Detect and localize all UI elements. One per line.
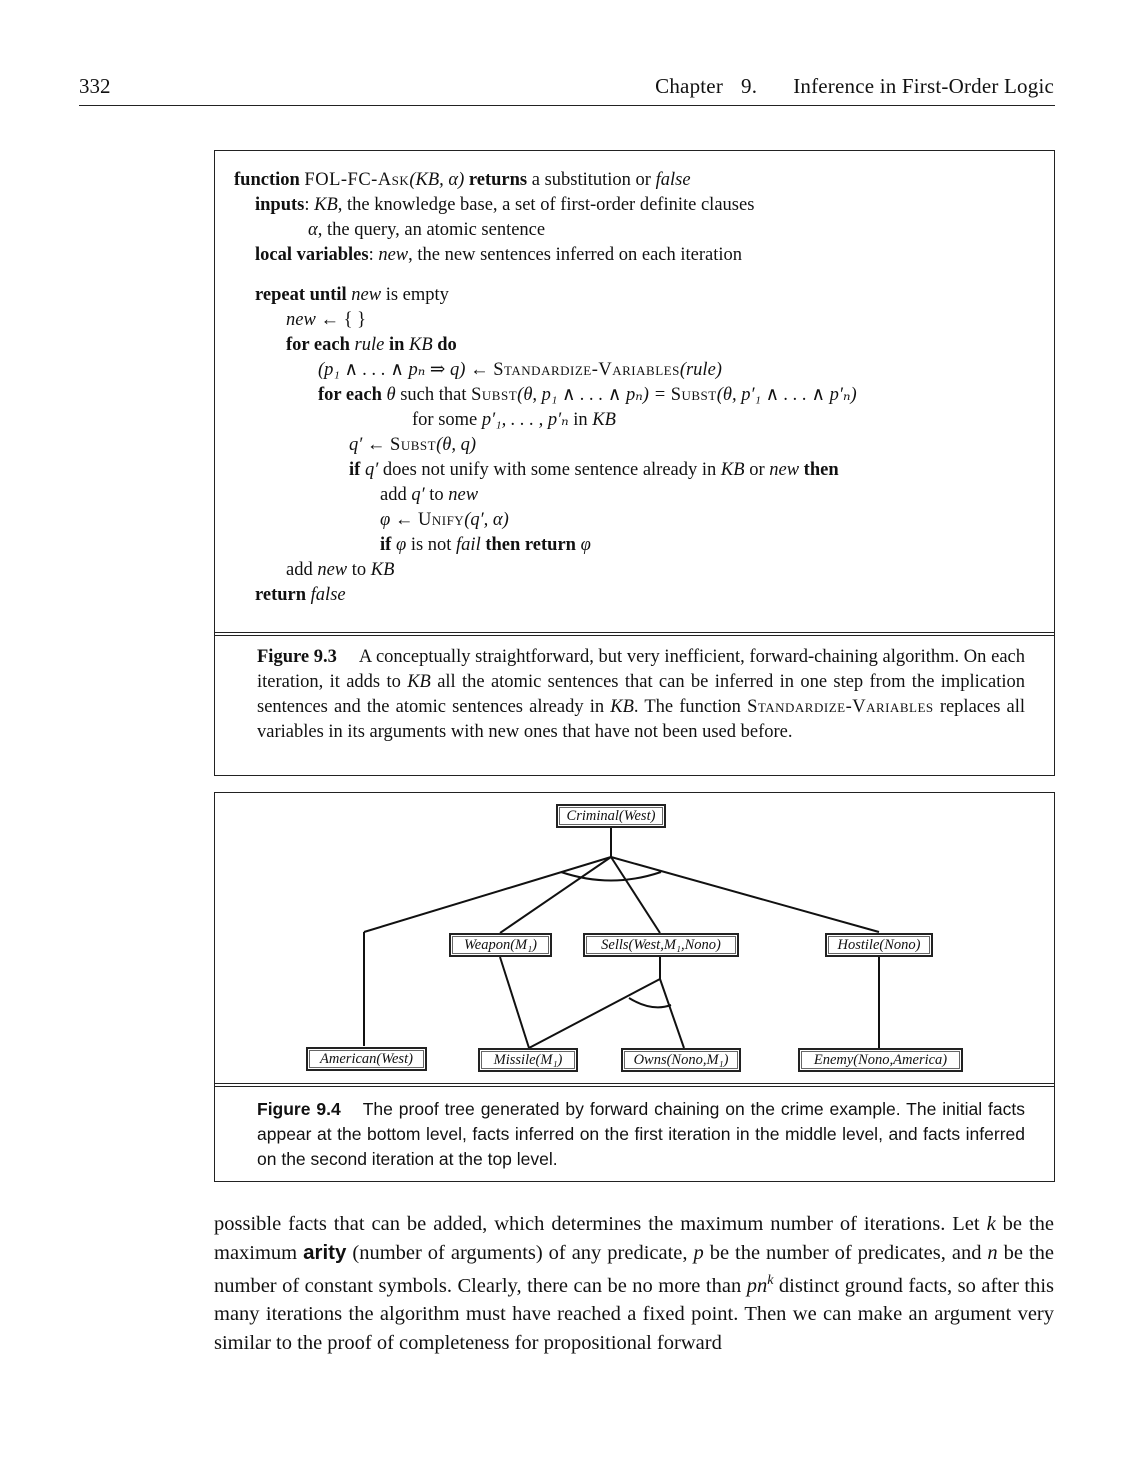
kw-in: in	[388, 335, 405, 355]
kw-then: then	[803, 460, 839, 480]
caption-text: . The function	[633, 697, 741, 717]
code-line-phi	[234, 508, 857, 533]
node-criminal-west: Criminal(West)	[556, 804, 666, 828]
kw-inputs: inputs	[255, 195, 305, 215]
input-alpha-desc: , the query, an atomic sentence	[317, 220, 546, 240]
kw-then-return: then return	[485, 535, 576, 555]
caption-divider	[215, 1083, 1054, 1087]
kw-do: do	[437, 335, 457, 355]
code-line-for-theta	[234, 383, 857, 408]
std-arg: (rule)	[679, 360, 722, 380]
and-arc-criminal	[561, 872, 661, 881]
chapter-word: Chapter	[655, 74, 724, 98]
var-kb: KB	[610, 697, 634, 717]
add-word: add	[380, 485, 407, 505]
assign-arrow: ←	[394, 510, 414, 530]
body-text: be the number of predicates, and	[709, 1241, 982, 1264]
var-phi: φ	[580, 535, 591, 555]
var-alpha: α	[308, 220, 318, 240]
in-word: in	[573, 410, 588, 430]
var-q-prime: q′	[411, 485, 425, 505]
var-new: new	[351, 285, 382, 305]
var-q-prime: q′	[349, 435, 363, 455]
fn-subst: Subst	[670, 385, 717, 405]
local-desc: , the new sentences inferred on each iteration	[408, 245, 743, 265]
figure-9-4-caption	[257, 1097, 1025, 1172]
chapter-number: 9.	[741, 74, 758, 98]
fn-subst: Subst	[471, 385, 518, 405]
returns-text: a substitution or	[531, 170, 651, 190]
header-rule	[79, 105, 1055, 106]
body-text: be the number of constant symbols. Clearly, there can be no more than	[214, 1241, 1055, 1297]
not-unify: does not unify with some sentence already in	[382, 460, 717, 480]
var-kb: KB	[720, 460, 745, 480]
var-new: new	[378, 245, 409, 265]
code-line-q-prime	[234, 433, 857, 458]
code-line-input-alpha	[234, 218, 857, 243]
input-kb-desc: , the knowledge base, a set of first-order definite clauses	[337, 195, 755, 215]
fn-standardize: Standardize-Variables	[747, 697, 934, 717]
var-kb: KB	[407, 672, 431, 692]
var-new: new	[769, 460, 800, 480]
chapter-title: Inference in First-Order Logic	[793, 74, 1054, 98]
var-new: new	[317, 560, 348, 580]
edge-sells-owns	[660, 979, 684, 1048]
node-weapon-m1: Weapon(M₁)	[449, 933, 552, 957]
body-text: be the maximum	[214, 1213, 1055, 1264]
caption-text: replaces all variables in its arguments with new ones that have not been used before.	[257, 697, 1026, 742]
edge-sells-missile	[529, 979, 660, 1048]
kw-returns: returns	[468, 170, 528, 190]
var-new: new	[286, 310, 316, 330]
assign-arrow: ←	[320, 310, 339, 330]
is-not: is not	[410, 535, 452, 555]
body-text: possible facts that can be added, which determines the maximum number of iterations. Let	[214, 1213, 980, 1235]
code-line-repeat	[234, 283, 857, 308]
unify-args: (q′, α)	[464, 510, 509, 530]
edge-criminal-american	[364, 857, 611, 932]
edge-criminal-weapon	[500, 857, 611, 933]
kw-return: return	[255, 585, 307, 605]
node-enemy-nono-america: Enemy(Nono,America)	[798, 1048, 963, 1072]
caption-text: The proof tree generated by forward chaining on the crime example. The initial facts appear at the bottom level, facts inferred on the first iteration in the middle level, and facts inferred on the second iteration at the top level.	[257, 1099, 1026, 1169]
var-q-prime: q′	[364, 460, 379, 480]
false-word: false	[310, 585, 346, 605]
for-some: for some	[412, 410, 478, 430]
var-theta: θ	[386, 385, 396, 405]
code-line-new-assign	[234, 308, 857, 333]
var-kb: KB	[592, 410, 616, 430]
subst-rhs: (θ, p′₁ ∧ . . . ∧ p′ₙ)	[716, 385, 857, 405]
var-kb: KB	[370, 560, 395, 580]
false-word: false	[655, 170, 691, 190]
var-kb: KB	[314, 195, 338, 215]
caption-text: A conceptually straightforward, but very inefficient, forward-chaining algorithm. On each iteration, it adds to	[257, 647, 1025, 692]
subst-lhs: (θ, p₁ ∧ . . . ∧ pₙ) =	[517, 385, 671, 405]
edge-weapon-missile	[500, 957, 529, 1048]
fn-subst: Subst	[390, 435, 437, 455]
var-kb: KB	[409, 335, 433, 355]
node-owns-nono-m1: Owns(Nono,M₁)	[621, 1048, 741, 1072]
node-american-west: American(West)	[306, 1047, 427, 1071]
fail-word: fail	[456, 535, 481, 555]
fn-unify: Unify	[418, 510, 465, 530]
code-line-for-some	[234, 408, 857, 433]
algorithm-pseudocode	[234, 168, 857, 608]
var-n: n	[987, 1241, 998, 1264]
kw-repeat-until: repeat until	[255, 285, 347, 305]
code-line-standardize	[234, 358, 857, 383]
node-sells-west-m1-nono: Sells(West,M₁,Nono)	[583, 933, 739, 957]
to-word: to	[351, 560, 367, 580]
var-phi: φ	[380, 510, 391, 530]
body-text: (number of arguments) of any predicate,	[352, 1241, 688, 1264]
p-primes: p′₁, . . . , p′ₙ	[481, 410, 569, 430]
assign-arrow: ←	[470, 360, 489, 380]
code-line-inputs: inputs: KB, the knowledge base, a set of first-order definite clauses	[255, 195, 755, 215]
caption-text: all the atomic sentences that can be inferred in one step from the implication sentences and the atomic sentences already in	[257, 672, 1026, 717]
figure-9-3-caption	[257, 645, 1025, 745]
figure-label: Figure 9.3	[257, 647, 337, 667]
code-line-add-q	[234, 483, 857, 508]
node-hostile-nono: Hostile(Nono)	[825, 933, 933, 957]
node-missile-m1: Missile(M₁)	[478, 1048, 578, 1072]
code-line-if-fail	[234, 533, 857, 558]
caption-divider	[215, 632, 1054, 636]
code-line-for-rule	[234, 333, 857, 358]
exp-k: k	[767, 1273, 774, 1288]
assign-arrow: ←	[366, 435, 386, 455]
body-text: distinct ground facts, so after this many iterations the algorithm must have reached a fixed point. Then we can make an argument very similar to the proof of completeness for propositional forward	[214, 1274, 1055, 1354]
var-p: p	[693, 1241, 704, 1264]
var-k: k	[986, 1213, 996, 1235]
subst-q: (θ, q)	[436, 435, 476, 455]
kw-for-each: for each	[286, 335, 350, 355]
empty-set: { }	[343, 310, 366, 330]
code-line-add-new	[234, 558, 857, 583]
is-empty: is empty	[385, 285, 449, 305]
figure-label: Figure 9.4	[257, 1099, 341, 1119]
kw-function: function	[234, 170, 300, 190]
fn-name: FOL-FC-Ask	[304, 170, 410, 190]
algorithm-figure	[214, 150, 1055, 776]
kw-if: if	[349, 460, 361, 480]
such-that: such that	[400, 385, 467, 405]
fn-args: (KB, α)	[409, 170, 465, 190]
var-new: new	[448, 485, 479, 505]
var-pn: pn	[746, 1274, 768, 1297]
var-phi: φ	[395, 535, 407, 555]
to-word: to	[429, 485, 444, 505]
code-line-if-unify	[234, 458, 857, 483]
page-number: 332	[79, 74, 111, 98]
term-arity: arity	[303, 1240, 347, 1264]
add-word: add	[286, 560, 313, 580]
or-word: or	[749, 460, 765, 480]
kw-local-variables: local variables	[255, 245, 369, 265]
kw-for-each: for each	[318, 385, 382, 405]
code-line-return	[234, 583, 857, 608]
running-head	[655, 74, 1054, 99]
proof-tree-figure	[214, 792, 1055, 1182]
var-rule: rule	[354, 335, 385, 355]
fn-standardize: Standardize-Variables	[493, 360, 680, 380]
code-line-signature	[234, 168, 857, 193]
code-line-locals: local variables: new, the new sentences inferred on each iteration	[255, 245, 743, 265]
body-paragraph	[214, 1210, 1054, 1357]
and-arc-sells	[629, 998, 671, 1007]
kw-if: if	[380, 535, 392, 555]
std-lhs: (p₁ ∧ . . . ∧ pₙ ⇒ q)	[318, 360, 466, 380]
